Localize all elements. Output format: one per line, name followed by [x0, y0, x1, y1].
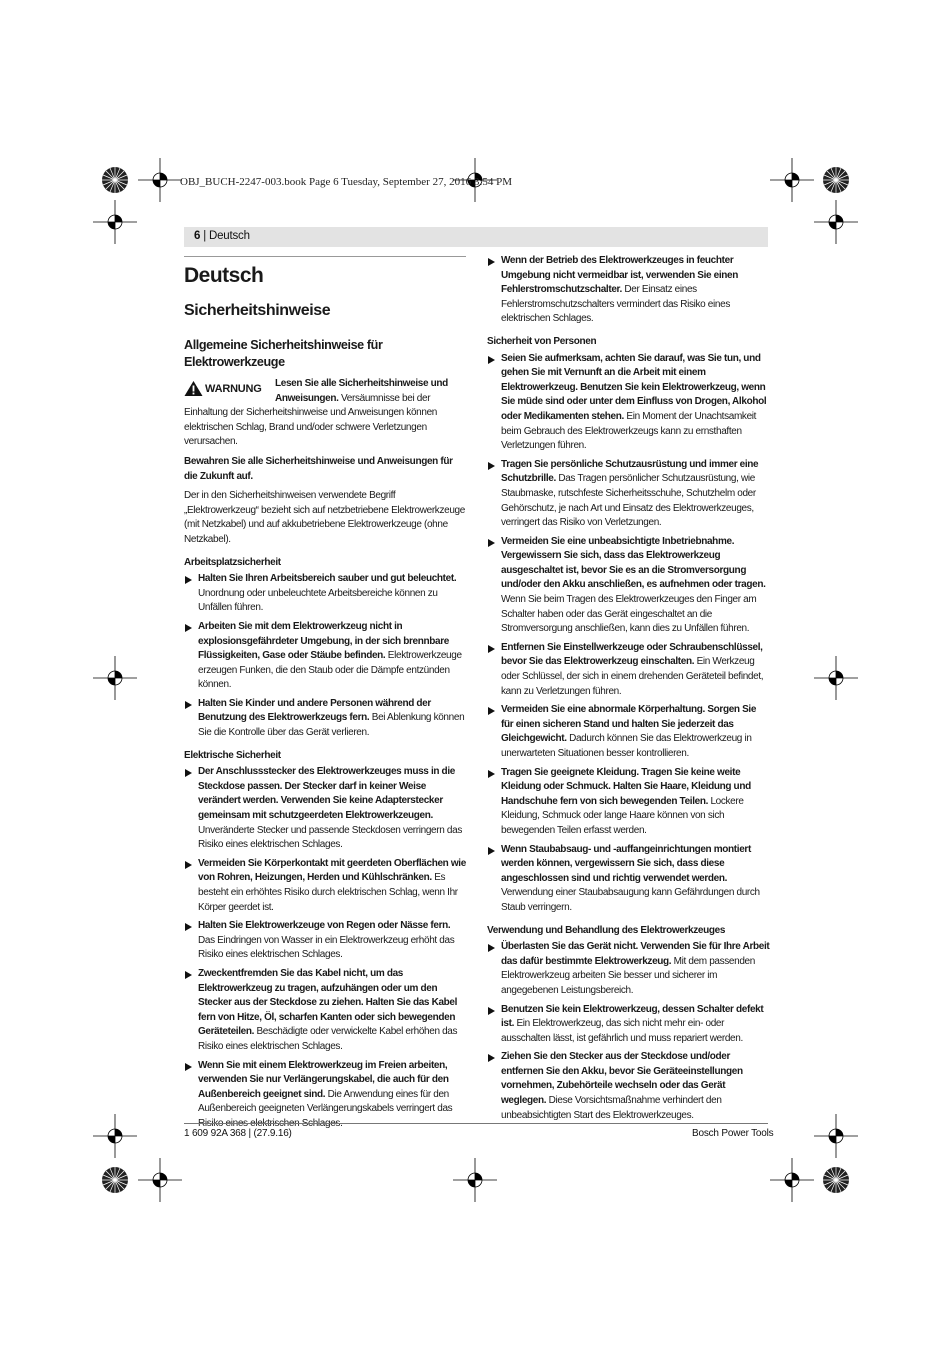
item-bold-text: Arbeiten Sie mit dem Elektrowerkzeug nicht in explosionsgefährdeter Umgebung, in der sich brennbare Flüssigkeiten, Gase oder Stäube befinden. [198, 620, 449, 662]
footer-rule [184, 1123, 768, 1124]
list-item [184, 697, 467, 741]
bullet-arrow-icon [488, 770, 495, 778]
list-item [487, 940, 770, 998]
item-text: Es besteht ein erhöhtes Risiko durch elektrischen Schlag, wenn Ihr Körper geerdet ist. [198, 872, 458, 913]
keep-note: Bewahren Sie alle Sicherheitshinweise und Anweisungen für die Zukunft auf. [184, 455, 453, 482]
right-column [487, 254, 770, 1127]
page-header: 6 | Deutsch [194, 230, 250, 242]
bullet-arrow-icon [488, 258, 495, 266]
section-heading: Arbeitsplatzsicherheit [184, 556, 281, 568]
registration-mark-icon [770, 158, 814, 202]
list-item [184, 857, 467, 915]
list-item [487, 458, 770, 531]
list-item [184, 620, 467, 693]
item-text: Wenn Sie beim Tragen des Elektrowerkzeuges den Finger am Schalter haben oder das Gerät eingeschaltet an die Stromversorgung anschließen, kann dies zu Unfällen führen. [501, 594, 757, 635]
list-item [184, 919, 467, 963]
registration-mark-icon [93, 656, 137, 700]
bullet-arrow-icon [488, 356, 495, 364]
bullet-arrow-icon [185, 701, 192, 709]
item-bold-text: Vermeiden Sie eine abnormale Körperhaltung. Sorgen Sie für einen sicheren Stand und halten Sie jederzeit das Gleichgewicht. [501, 704, 757, 745]
registration-mark-icon [770, 1158, 814, 1202]
registration-mark-icon [93, 200, 137, 244]
page-header-bar [184, 227, 768, 247]
item-text: Unordnung oder unbeleuchtete Arbeitsbereiche können zu Unfällen führen. [198, 587, 438, 614]
bullet-arrow-icon [488, 944, 495, 952]
list-item [184, 1059, 467, 1132]
warning-paragraph [184, 377, 467, 450]
registration-mark-icon [814, 1114, 858, 1158]
item-bold-text: Seien Sie aufmerksam, achten Sie darauf, was Sie tun, und gehen Sie mit Vernunft an die Arbeit mit einem Elektrowerkzeug. Benutzen Sie kein Elektrowerkzeug, wenn Sie müde sind oder unter dem Einfluss von Drogen, Alkohol oder Medikamenten stehen. [501, 352, 767, 422]
bullet-arrow-icon [185, 576, 192, 584]
list-item [487, 703, 770, 761]
item-bold-text: Halten Sie Elektrowerkzeuge von Regen oder Nässe fern. [198, 920, 451, 932]
footer-doc-number: 1 609 92A 368 | (27.9.16) [184, 1128, 292, 1139]
section-heading: Elektrische Sicherheit [184, 749, 281, 761]
bullet-arrow-icon [185, 923, 192, 931]
page-title: Deutsch [184, 264, 264, 287]
registration-mark-icon [138, 1158, 182, 1202]
item-bold-text: Tragen Sie persönliche Schutzausrüstung und immer eine Schutzbrille. [501, 458, 759, 485]
item-bold-text: Benutzen Sie kein Elektrowerkzeug, dessen Schalter defekt ist. [501, 1003, 764, 1030]
bullet-arrow-icon [185, 624, 192, 632]
list-item [184, 765, 467, 853]
warning-label: WARNUNG [205, 383, 262, 395]
item-bold-text: Tragen Sie geeignete Kleidung. Tragen Sie keine weite Kleidung oder Schmuck. Halten Sie Haare, Kleidung und Handschuhe fern von sich bewegenden Teilen. [501, 766, 751, 807]
warning-badge [184, 379, 271, 399]
footer-brand: Bosch Power Tools [692, 1128, 774, 1139]
registration-mark-icon [93, 1114, 137, 1158]
bullet-arrow-icon [488, 462, 495, 470]
bullet-arrow-icon [185, 971, 192, 979]
bullet-arrow-icon [488, 847, 495, 855]
title-rule [184, 256, 466, 257]
list-item [487, 1050, 770, 1123]
star-mark-icon [823, 1167, 849, 1193]
item-bold-text: Halten Sie Ihren Arbeitsbereich sauber und gut beleuchtet. [198, 573, 457, 585]
item-bold-text: Überlasten Sie das Gerät nicht. Verwenden Sie für Ihre Arbeit das dafür bestimmte Elektrowerkzeug. [501, 941, 770, 967]
item-bold-text: Halten Sie Kinder und andere Personen während der Benutzung des Elektrowerkzeugs fern. [198, 697, 431, 724]
star-mark-icon [823, 167, 849, 193]
list-item [487, 641, 770, 699]
item-text: Beschädigte oder verwickelte Kabel erhöhen das Risiko eines elektrischen Schlages. [198, 1026, 458, 1052]
section-heading: Verwendung und Behandlung des Elektrowerkzeuges [487, 924, 726, 936]
list-item [487, 843, 770, 916]
bullet-arrow-icon [488, 645, 495, 653]
section-title: Sicherheitshinweise [184, 302, 331, 319]
bullet-arrow-icon [185, 861, 192, 869]
bullet-arrow-icon [185, 1063, 192, 1071]
item-text: Bei Ablenkung können Sie die Kontrolle über das Gerät verlieren. [198, 712, 465, 739]
registration-mark-icon [138, 158, 182, 202]
star-mark-icon [102, 167, 128, 193]
warning-text: Versäumnisse bei der Einhaltung der Sicherheitshinweise und Anweisungen können elektrischen Schlag, Brand und/oder schwere Verletzungen verursachen. [184, 392, 438, 448]
warning-bold: Lesen Sie alle Sicherheitshinweise und Anweisungen. [275, 378, 448, 404]
item-text: Das Eindringen von Wasser in ein Elektrowerkzeug erhöht das Risiko eines elektrischen Schlages. [198, 934, 455, 961]
registration-mark-icon [453, 1158, 497, 1202]
item-text: Ein Elektrowerkzeug, das sich nicht mehr ein- oder ausschalten lässt, ist gefährlich und muss repariert werden. [501, 1018, 743, 1044]
star-mark-icon [102, 1167, 128, 1193]
list-item [487, 535, 770, 637]
item-bold-text: Vermeiden Sie eine unbeabsichtigte Inbetriebnahme. Vergewissern Sie sich, dass das Elektrowerkzeug ausgeschaltet ist, bevor Sie es an die Stromversorgung und/oder den Akku anschließen, es aufnehmen oder tragen. [501, 535, 766, 591]
left-column [184, 256, 467, 1136]
item-bold-text: Ziehen Sie den Stecker aus der Steckdose und/oder entfernen Sie den Akku, bevor Sie Geräteeinstellungen vornehmen, Zubehörteile wechseln oder das Gerät weglegen. [501, 1051, 743, 1107]
item-text: Das Tragen persönlicher Schutzausrüstung, wie Staubmaske, rutschfeste Sicherheitsschuhe, Schutzhelm oder Gehörschutz, je nach Art und Einsatz des Elektrowerkzeuges, verringert das Risiko von Verletzungen. [501, 473, 756, 529]
item-bold-text: Wenn der Betrieb des Elektrowerkzeuges in feuchter Umgebung nicht vermeidbar ist, verwenden Sie einen Fehlerstromschutzschalter. [501, 255, 739, 296]
item-text: Der Einsatz eines Fehlerstromschutzschalters vermindert das Risiko eines elektrischen Schlages. [501, 284, 730, 325]
item-text: Ein Werkzeug oder Schlüssel, der sich in einem drehenden Geräteteil befindet, kann zu Verletzungen führen. [501, 656, 764, 697]
item-bold-text: Zweckentfremden Sie das Kabel nicht, um das Elektrowerkzeug zu tragen, aufzuhängen oder um den Stecker aus der Steckdose zu ziehen. Halten Sie das Kabel fern von Hitze, Öl, scharfen Kanten oder sich bewegenden Geräteteilen. [198, 967, 458, 1038]
item-text: Ein Moment der Unachtsamkeit beim Gebrauch des Elektrowerkzeugs kann zu ernsthaften Verletzungen führen. [501, 410, 757, 452]
registration-mark-icon [814, 656, 858, 700]
list-item [487, 1003, 770, 1047]
item-bold-text: Entfernen Sie Einstellwerkzeuge oder Schraubenschlüssel, bevor Sie das Elektrowerkzeug einschalten. [501, 641, 763, 668]
item-text: Mit dem passenden Elektrowerkzeug arbeiten Sie besser und sicherer im angegebenen Leistungsbereich. [501, 955, 755, 996]
bullet-arrow-icon [488, 1054, 495, 1062]
header-section: Deutsch [208, 230, 250, 242]
item-bold-text: Wenn Staubabsaug- und -auffangeinrichtungen montiert werden können, vergewissern Sie sich, dass diese angeschlossen sind und richtig verwendet werden. [501, 843, 751, 884]
list-item [487, 254, 770, 327]
left-sections [184, 556, 467, 1132]
definition-text: Der in den Sicherheitshinweisen verwendete Begriff „Elektrowerkzeug“ bezieht sich auf netzbetriebene Elektrowerkzeuge (mit Netzkabel) und auf akkubetriebene Elektrowerkzeuge (ohne Netzkabel). [184, 490, 465, 545]
bullet-arrow-icon [185, 769, 192, 777]
page-number: 6 [194, 230, 201, 242]
item-text: Dadurch können Sie das Elektrowerkzeug in unerwarteten Situationen besser kontrollieren. [501, 733, 752, 759]
section-heading: Sicherheit von Personen [487, 335, 597, 347]
registration-mark-icon [814, 200, 858, 244]
item-text: Unveränderte Stecker und passende Steckdosen verringern das Risiko eines elektrischen Schlages. [198, 824, 462, 851]
item-bold-text: Wenn Sie mit einem Elektrowerkzeug im Freien arbeiten, verwenden Sie nur Verlängerungskabel, die auch für den Außenbereich geeignet sind. [198, 1059, 449, 1100]
subsection-title: Allgemeine Sicherheitshinweise für Elektrowerkzeuge [184, 338, 383, 369]
item-text: Elektrowerkzeuge erzeugen Funken, die den Staub oder die Dämpfe entzünden können. [198, 650, 462, 691]
list-item [184, 967, 467, 1055]
item-text: Verwendung einer Staubabsaugung kann Gefährdungen durch Staub verringern. [501, 887, 760, 913]
print-info: OBJ_BUCH-2247-003.book Page 6 Tuesday, September 27, 2016 3:54 PM [180, 176, 513, 188]
bullet-arrow-icon [488, 1007, 495, 1015]
bullet-arrow-icon [488, 707, 495, 715]
item-bold-text: Der Anschlussstecker des Elektrowerkzeuges muss in die Steckdose passen. Der Stecker darf in keiner Weise verändert werden. Verwenden Sie keine Adapterstecker gemeinsam mit schutzgeerdeten Elektrowerkzeugen. [198, 766, 455, 822]
item-bold-text: Vermeiden Sie Körperkontakt mit geerdeten Oberflächen wie von Rohren, Heizungen, Herden und Kühlschränken. [198, 857, 466, 884]
list-item [487, 352, 770, 454]
list-item [184, 572, 467, 616]
warning-triangle-icon [184, 380, 203, 397]
bullet-arrow-icon [488, 539, 495, 547]
item-text: Diese Vorsichtsmaßnahme verhindert den unbeabsichtigten Start des Elektrowerkzeuges. [501, 1095, 722, 1121]
item-text: Lockere Kleidung, Schmuck oder lange Haare können von sich bewegenden Teilen erfasst werden. [501, 795, 744, 836]
item-text: Die Anwendung eines für den Außenbereich geeigneten Verlängerungskabels verringert das Risiko eines elektrischen Schlages. [198, 1088, 453, 1129]
list-item [487, 766, 770, 839]
right-sections [487, 254, 770, 1123]
